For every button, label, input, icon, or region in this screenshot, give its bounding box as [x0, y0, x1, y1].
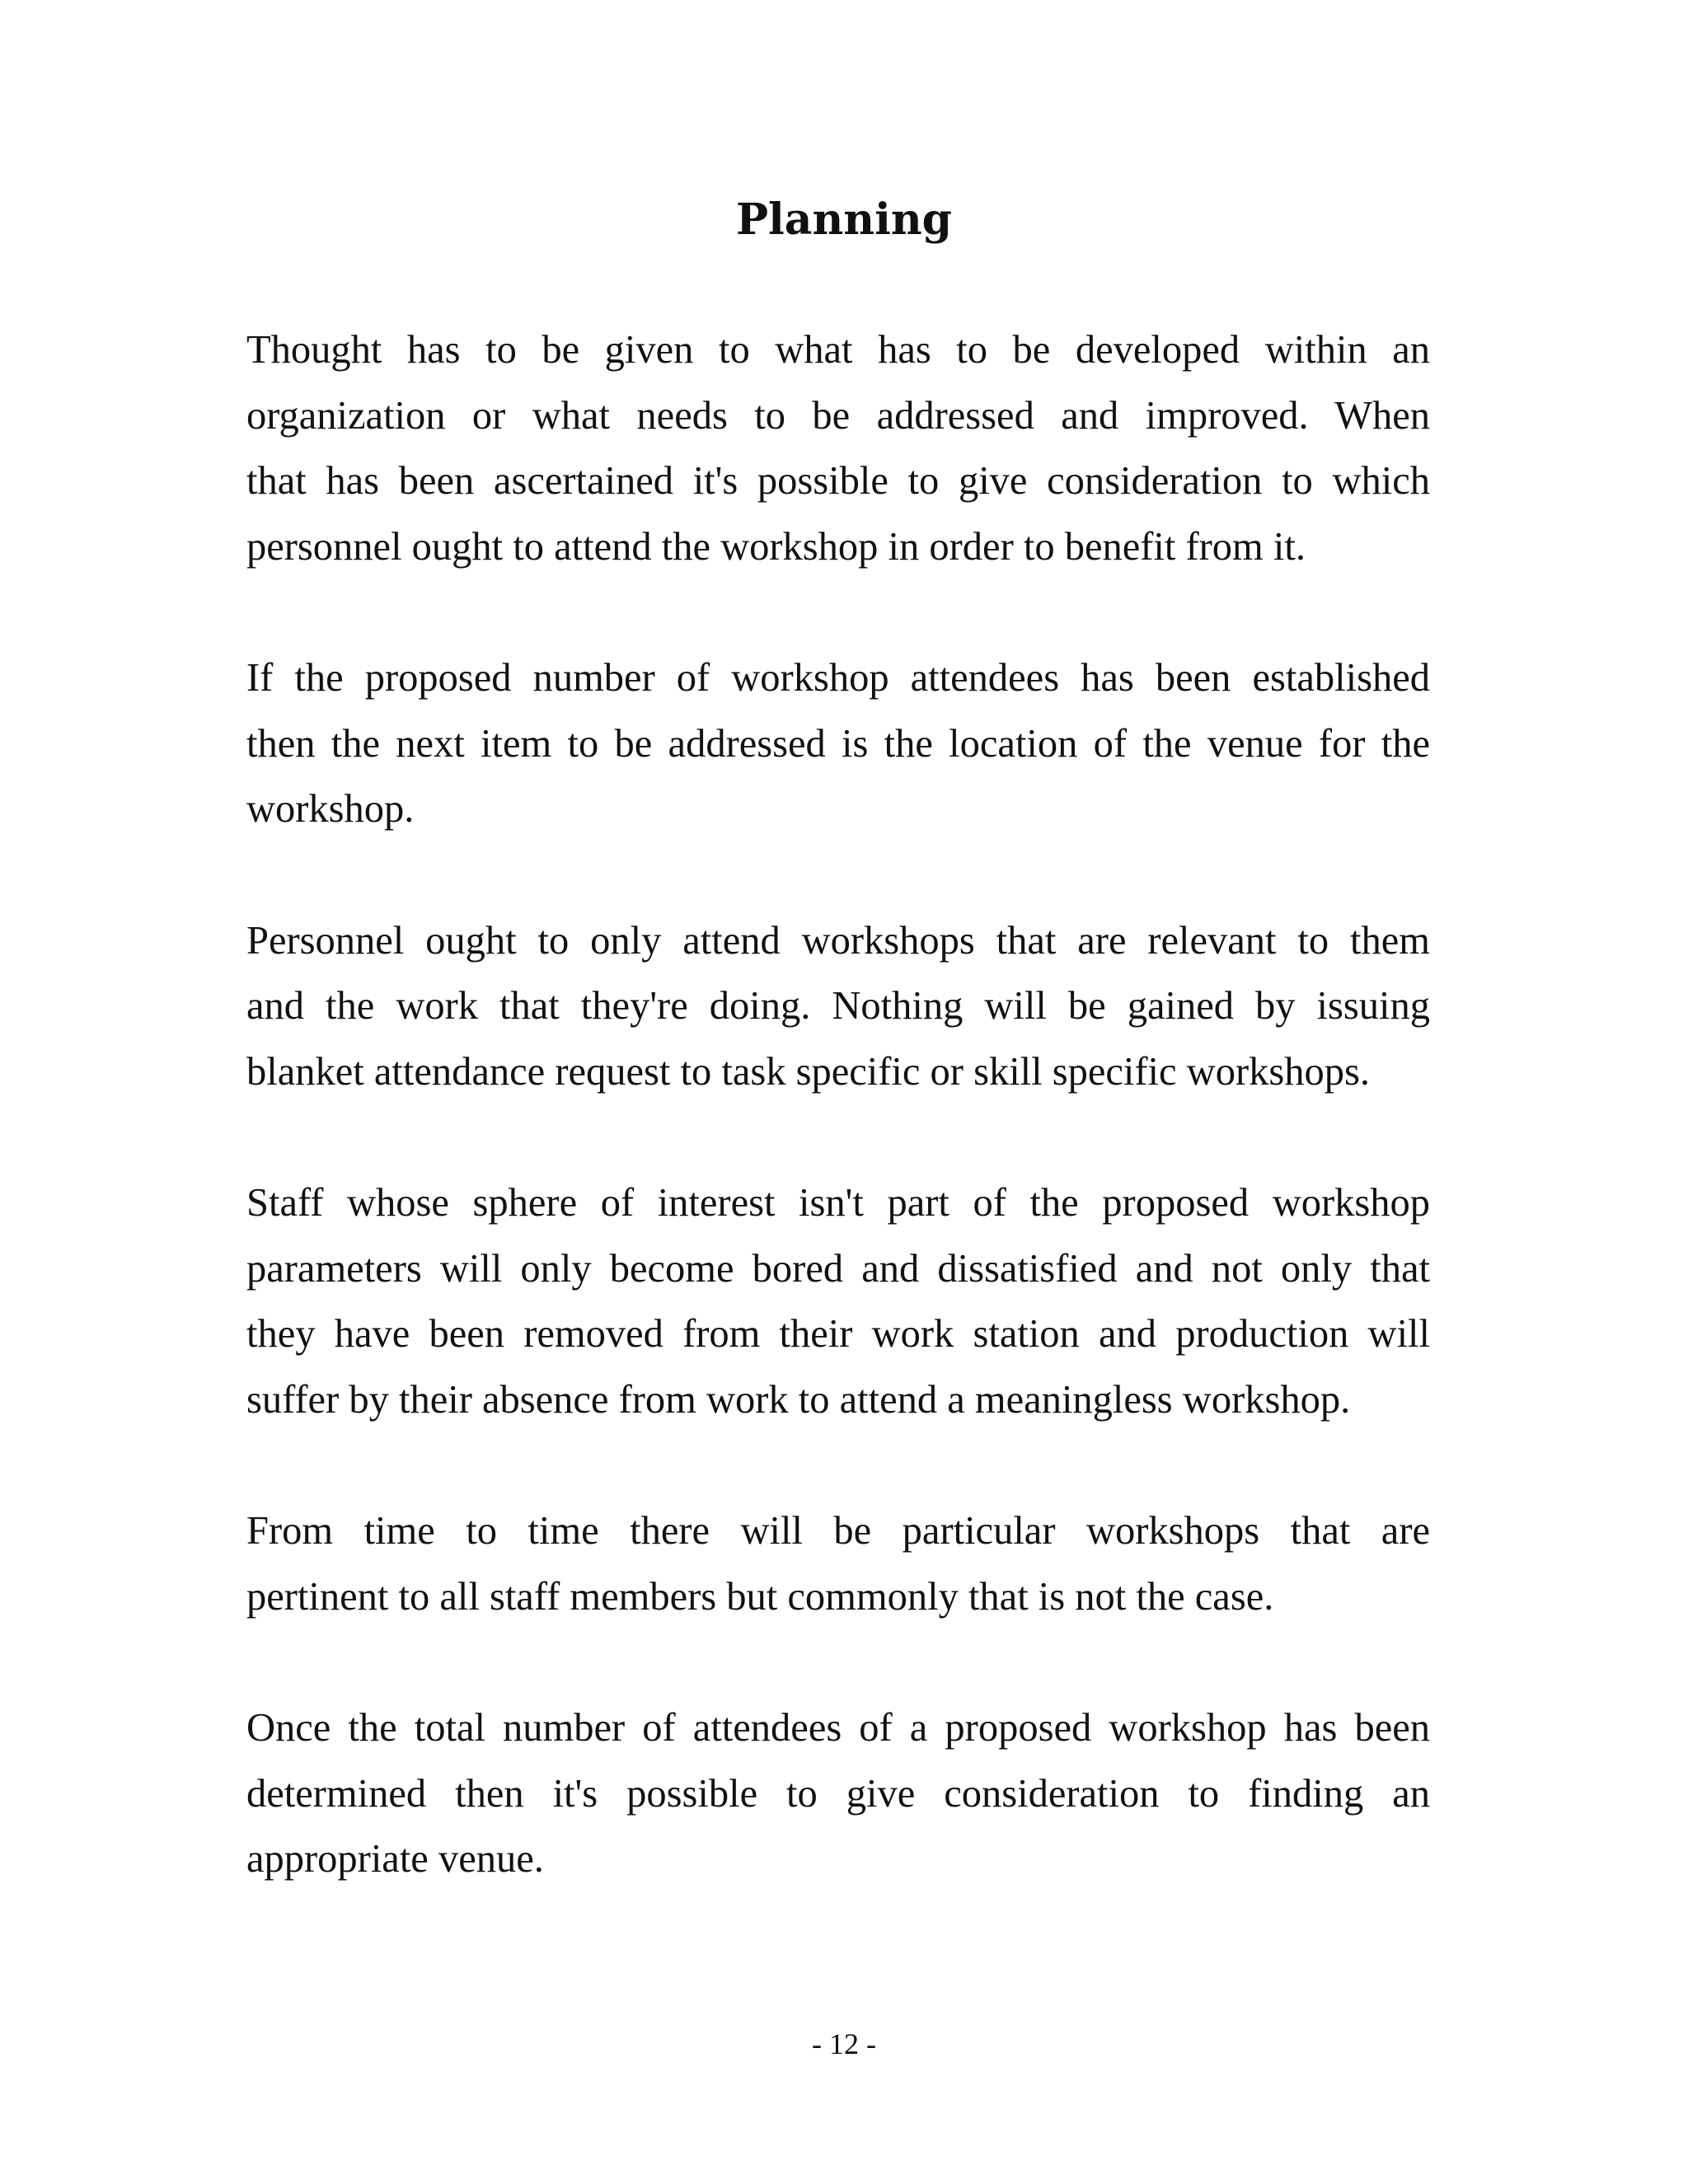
paragraph-1: [246, 317, 1430, 579]
paragraph-5: [246, 1498, 1430, 1629]
page-number: - 12 -: [812, 2027, 876, 2060]
text-line: From time to time there will be particular workshops that are: [246, 1509, 1430, 1553]
text-line: workshop.: [246, 787, 415, 831]
paragraph-4: [246, 1170, 1430, 1432]
text-line: If the proposed number of workshop attendees has been established: [246, 656, 1430, 700]
paragraph-3: [246, 908, 1430, 1105]
text-line: pertinent to all staff members but commonly that is not the case.: [246, 1574, 1274, 1619]
paragraph-2: [246, 645, 1430, 842]
text-line: parameters will only become bored and dissatisfied and not only that: [246, 1246, 1430, 1291]
body-text: [246, 317, 1430, 1958]
text-line: Once the total number of attendees of a proposed workshop has been: [246, 1706, 1430, 1750]
text-line: and the work that they're doing. Nothing will be gained by issuing: [246, 984, 1430, 1028]
text-line: organization or what needs to be addressed and improved. When: [246, 393, 1430, 438]
text-line: blanket attendance request to task specific or skill specific workshops.: [246, 1049, 1370, 1094]
text-line: Thought has to be given to what has to be developed within an: [246, 328, 1430, 372]
text-line: suffer by their absence from work to attend a meaningless workshop.: [246, 1377, 1351, 1422]
text-line: Staff whose sphere of interest isn't part of the proposed workshop: [246, 1181, 1430, 1225]
text-line: personnel ought to attend the workshop in order to benefit from it.: [246, 524, 1306, 569]
text-line: then the next item to be addressed is the location of the venue for the: [246, 721, 1430, 766]
text-line: that has been ascertained it's possible to give consideration to which: [246, 459, 1430, 503]
text-line: determined then it's possible to give consideration to finding an: [246, 1771, 1430, 1816]
text-line: they have been removed from their work station and production will: [246, 1312, 1430, 1356]
text-line: appropriate venue.: [246, 1837, 544, 1881]
paragraph-6: [246, 1695, 1430, 1892]
text-line: Personnel ought to only attend workshops that are relevant to them: [246, 918, 1430, 963]
page-title: Planning: [735, 194, 953, 245]
